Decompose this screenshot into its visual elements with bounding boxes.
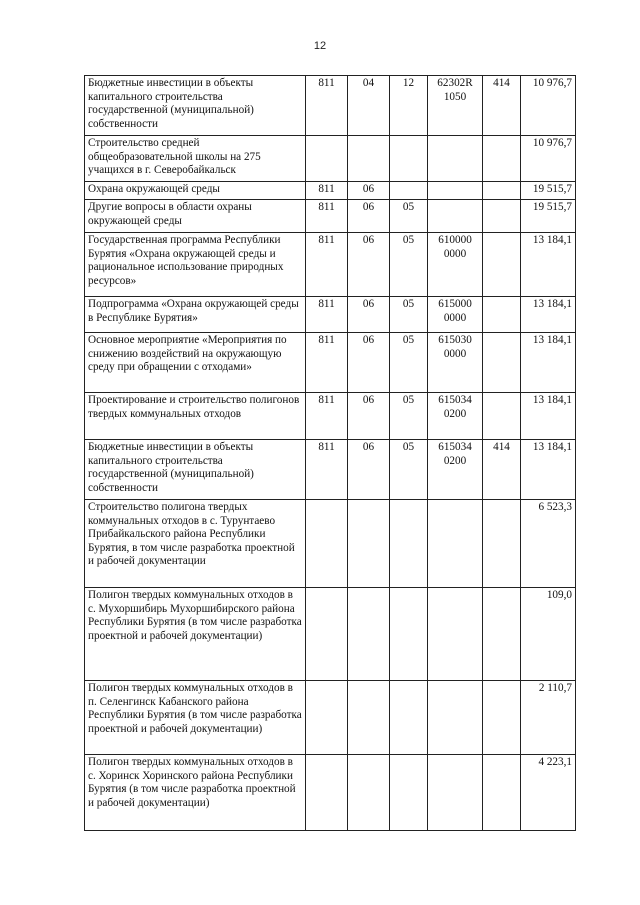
subsection-code: 05 [402,394,415,406]
item-name: Охрана окружающей среды [88,183,220,195]
ministry-code: 811 [318,394,335,406]
subsection-code-cell [390,500,428,588]
amount-cell [521,500,576,588]
item-name-cell [85,755,306,831]
item-name-cell [85,233,306,297]
amount-value: 13 184,1 [532,334,572,346]
expense-type-cell [483,297,521,333]
amount-cell [521,393,576,440]
target-article-cell [428,588,483,681]
item-name-cell [85,393,306,440]
item-name-cell [85,333,306,393]
expense-type: 414 [493,77,510,89]
section-code-cell [348,76,390,136]
target-article-cell [428,500,483,588]
item-name-cell [85,297,306,333]
subsection-code: 05 [402,298,415,310]
amount-value: 2 110,7 [538,682,572,694]
section-code-cell [348,681,390,755]
expense-type-cell [483,440,521,500]
table-row [85,500,576,588]
amount-value: 10 976,7 [532,137,572,149]
ministry-code-cell [306,182,348,200]
table-row [85,440,576,500]
amount-cell [521,200,576,233]
item-name: Бюджетные инвестиции в объекты капитального строительства государственной (муниципальной) собственности [88,441,254,494]
item-name: Строительство средней общеобразовательной школы на 275 учащихся в г. Северобайкальск [88,137,261,177]
ministry-code-cell [306,200,348,233]
section-code: 06 [362,234,375,246]
section-code-cell [348,200,390,233]
section-code: 06 [362,183,375,195]
section-code: 06 [362,201,375,213]
target-article-cell [428,233,483,297]
subsection-code-cell [390,333,428,393]
target-article: 615000 0000 [438,298,472,324]
subsection-code: 05 [402,334,415,346]
section-code: 06 [362,334,375,346]
amount-value: 6 523,3 [538,501,572,513]
table-row [85,233,576,297]
item-name-cell [85,76,306,136]
section-code-cell [348,440,390,500]
expense-type-cell [483,76,521,136]
expense-type-cell [483,182,521,200]
item-name: Подпрограмма «Охрана окружающей среды в Республике Бурятия» [88,298,299,324]
section-code: 06 [362,441,375,453]
target-article-cell [428,297,483,333]
item-name: Полигон твердых коммунальных отходов в с. Хоринск Хоринского района Республики Бурятия (в том числе разработка проектной и рабочей документации) [88,756,296,809]
ministry-code-cell [306,681,348,755]
target-article: 62302R 1050 [437,77,473,103]
ministry-code: 811 [318,441,335,453]
subsection-code-cell [390,440,428,500]
target-article-cell [428,681,483,755]
target-article-cell [428,333,483,393]
amount-cell [521,182,576,200]
target-article-cell [428,200,483,233]
item-name: Проектирование и строительство полигонов твердых коммунальных отходов [88,394,300,420]
item-name-cell [85,182,306,200]
amount-value: 13 184,1 [532,394,572,406]
expense-type-cell [483,588,521,681]
item-name: Другие вопросы в области охраны окружающей среды [88,201,252,227]
expense-type-cell [483,200,521,233]
ministry-code-cell [306,233,348,297]
item-name: Строительство полигона твердых коммунальных отходов в с. Турунтаево Прибайкальского района Республики Бурятия, в том числе разработка проектной и рабочей документации [88,501,295,568]
item-name: Полигон твердых коммунальных отходов в п. Селенгинск Кабанского района Республики Бурятия (в том числе разработка проектной и рабочей документации) [88,682,302,735]
expense-type-cell [483,500,521,588]
section-code: 06 [362,394,375,406]
table-row [85,76,576,136]
section-code-cell [348,297,390,333]
amount-cell [521,588,576,681]
table-row [85,588,576,681]
section-code: 06 [362,298,375,310]
target-article-cell [428,755,483,831]
amount-value: 13 184,1 [532,234,572,246]
subsection-code-cell [390,182,428,200]
section-code-cell [348,500,390,588]
item-name-cell [85,681,306,755]
amount-cell [521,755,576,831]
table-row [85,297,576,333]
ministry-code-cell [306,393,348,440]
subsection-code: 12 [402,77,415,89]
item-name: Государственная программа Республики Бурятия «Охрана окружающей среды и рациональное использование природных ресурсов» [88,234,284,287]
target-article: 615030 0000 [438,334,472,360]
ministry-code-cell [306,588,348,681]
ministry-code-cell [306,500,348,588]
amount-value: 109,0 [546,589,572,601]
section-code-cell [348,755,390,831]
expense-type-cell [483,333,521,393]
item-name-cell [85,500,306,588]
subsection-code: 05 [402,201,415,213]
amount-value: 19 515,7 [532,201,572,213]
table-row [85,681,576,755]
item-name-cell [85,440,306,500]
budget-table [84,75,576,831]
target-article: 610000 0000 [438,234,472,260]
section-code-cell [348,393,390,440]
ministry-code-cell [306,76,348,136]
section-code-cell [348,233,390,297]
subsection-code-cell [390,233,428,297]
subsection-code-cell [390,136,428,182]
ministry-code: 811 [318,298,335,310]
subsection-code-cell [390,681,428,755]
target-article-cell [428,76,483,136]
ministry-code: 811 [318,334,335,346]
ministry-code-cell [306,136,348,182]
target-article-cell [428,393,483,440]
amount-cell [521,333,576,393]
section-code: 04 [362,77,375,89]
section-code-cell [348,333,390,393]
target-article: 615034 0200 [438,441,472,467]
expense-type-cell [483,755,521,831]
subsection-code-cell [390,200,428,233]
item-name-cell [85,200,306,233]
subsection-code-cell [390,588,428,681]
amount-cell [521,76,576,136]
expense-type-cell [483,681,521,755]
ministry-code: 811 [318,234,335,246]
amount-cell [521,297,576,333]
target-article-cell [428,182,483,200]
item-name: Полигон твердых коммунальных отходов в с. Мухоршибирь Мухоршибирского района Республики Бурятия (в том числе разработка проектной и рабочей документации) [88,589,302,642]
subsection-code-cell [390,297,428,333]
amount-value: 13 184,1 [532,441,572,453]
table-row [85,393,576,440]
amount-cell [521,440,576,500]
amount-cell [521,233,576,297]
page-number: 12 [313,40,327,52]
section-code-cell [348,136,390,182]
ministry-code: 811 [318,183,335,195]
ministry-code-cell [306,297,348,333]
item-name-cell [85,588,306,681]
table-row [85,333,576,393]
ministry-code-cell [306,755,348,831]
subsection-code-cell [390,755,428,831]
amount-value: 10 976,7 [532,77,572,89]
section-code-cell [348,588,390,681]
target-article-cell [428,136,483,182]
table-row [85,136,576,182]
ministry-code-cell [306,440,348,500]
target-article: 615034 0200 [438,394,472,420]
subsection-code: 05 [402,441,415,453]
table-row [85,755,576,831]
table-body [85,76,576,831]
amount-value: 19 515,7 [532,183,572,195]
ministry-code-cell [306,333,348,393]
expense-type-cell [483,136,521,182]
subsection-code-cell [390,76,428,136]
amount-value: 4 223,1 [538,756,572,768]
section-code-cell [348,182,390,200]
amount-cell [521,136,576,182]
amount-value: 13 184,1 [532,298,572,310]
ministry-code: 811 [318,77,335,89]
amount-cell [521,681,576,755]
expense-type-cell [483,233,521,297]
item-name: Основное мероприятие «Мероприятия по снижению воздействий на окружающую среду при обращении с отходами» [88,334,287,374]
subsection-code: 05 [402,234,415,246]
target-article-cell [428,440,483,500]
table-row [85,182,576,200]
item-name-cell [85,136,306,182]
expense-type: 414 [493,441,510,453]
expense-type-cell [483,393,521,440]
subsection-code-cell [390,393,428,440]
item-name: Бюджетные инвестиции в объекты капитального строительства государственной (муниципальной) собственности [88,77,254,130]
table-row [85,200,576,233]
ministry-code: 811 [318,201,335,213]
